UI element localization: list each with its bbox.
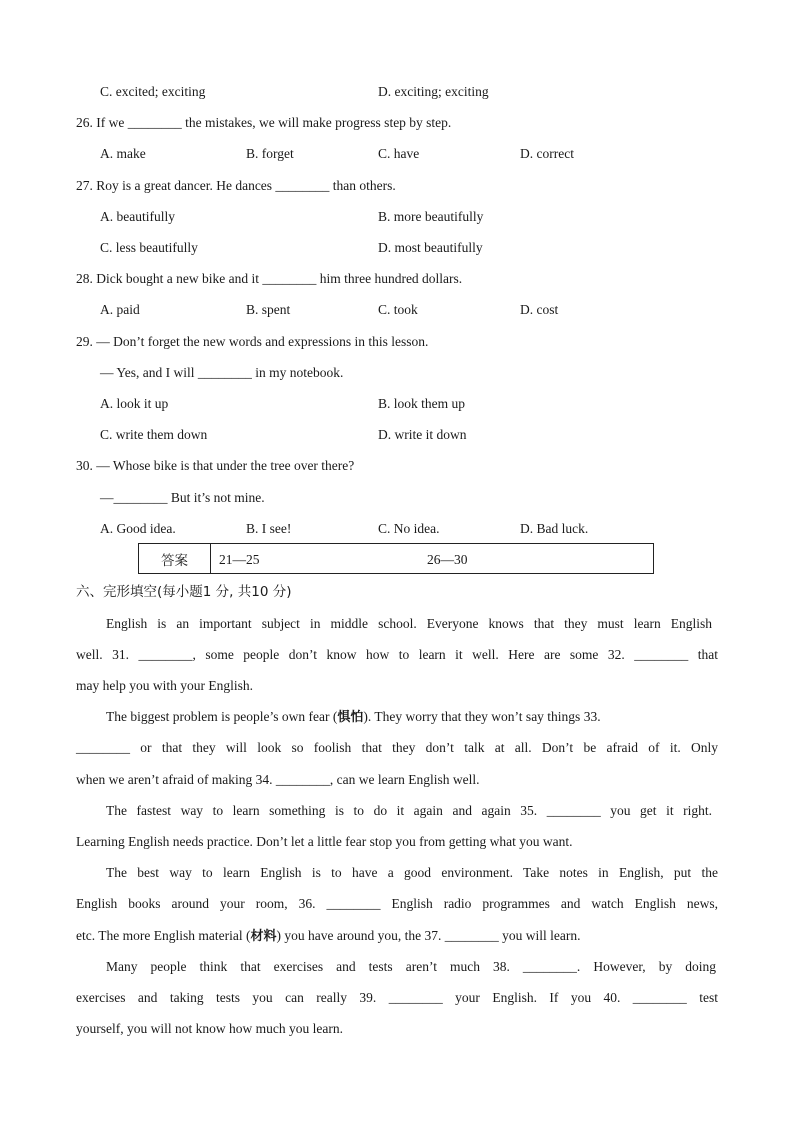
- q30-option-b: B. I see!: [246, 521, 292, 536]
- q28-stem: 28. Dick bought a new bike and it ________ him three hundred dollars.: [76, 271, 463, 286]
- passage-p1-line3: may help you with your English.: [76, 678, 253, 693]
- q30-stem-2: —________ But it’s not mine.: [100, 490, 265, 505]
- material-chinese-gloss: 材料: [250, 929, 277, 944]
- q29-option-b: B. look them up: [378, 396, 465, 411]
- q29-option-a: A. look it up: [100, 396, 169, 411]
- passage-p4-line3: [76, 927, 581, 946]
- passage-p1-line2: well. 31. ________, some people don’t know how to learn it well. Here are some 32. ________ that: [76, 647, 718, 662]
- q26-option-a: A. make: [100, 146, 146, 161]
- passage-p2-line3: when we aren’t afraid of making 34. ________, can we learn English well.: [76, 772, 480, 787]
- passage-p2-line1-start: The biggest problem is people’s own fear (: [106, 709, 338, 724]
- q28-option-a: A. paid: [100, 302, 140, 317]
- q28-option-c: C. took: [378, 302, 418, 317]
- passage-p2-line2: ________ or that they will look so foolish that they don’t talk at all. Don’t be afraid of it. Only: [76, 740, 718, 755]
- answer-range-21-25: 21—25: [219, 552, 260, 567]
- q30-option-a: A. Good idea.: [100, 521, 176, 536]
- q26-option-d: D. correct: [520, 146, 574, 161]
- passage-p2-line1: [106, 708, 718, 727]
- q29-stem-2: — Yes, and I will ________ in my notebook.: [100, 365, 344, 380]
- passage-p2-line1-end: ). They worry that they won’t say things 33.: [363, 709, 601, 724]
- q25-option-c: C. excited; exciting: [100, 84, 206, 99]
- passage-p4-line3-end: ) you have around you, the 37. ________ you will learn.: [276, 928, 581, 943]
- fear-chinese-gloss: 惧怕: [337, 710, 364, 725]
- q25-option-d: D. exciting; exciting: [378, 84, 489, 99]
- q28-option-d: D. cost: [520, 302, 559, 317]
- passage-p5-line2: exercises and taking tests you can really 39. ________ your English. If you 40. ________ test: [76, 990, 718, 1005]
- passage-p1-line1: English is an important subject in middle school. Everyone knows that they must learn English: [106, 616, 712, 631]
- passage-p3-line2: Learning English needs practice. Don’t let a little fear stop you from getting what you want.: [76, 834, 573, 849]
- passage-p4-line3-start: etc. The more English material (: [76, 928, 251, 943]
- q27-option-d: D. most beautifully: [378, 240, 483, 255]
- q30-option-d: D. Bad luck.: [520, 521, 589, 536]
- q27-option-a: A. beautifully: [100, 209, 175, 224]
- q26-option-c: C. have: [378, 146, 420, 161]
- passage-p4-line1: The best way to learn English is to have a good environment. Take notes in English, put the: [106, 865, 718, 880]
- answer-range-26-30: 26—30: [427, 552, 468, 567]
- q28-option-b: B. spent: [246, 302, 291, 317]
- q27-option-b: B. more beautifully: [378, 209, 484, 224]
- q27-stem: 27. Roy is a great dancer. He dances ________ than others.: [76, 178, 396, 193]
- q26-stem: 26. If we ________ the mistakes, we will make progress step by step.: [76, 115, 452, 130]
- answer-table: [138, 543, 654, 574]
- q26-option-b: B. forget: [246, 146, 294, 161]
- section-title-cloze: 六、完形填空(每小题1 分, 共10 分): [76, 584, 292, 600]
- q29-option-c: C. write them down: [100, 427, 208, 442]
- q29-stem-1: 29. — Don’t forget the new words and expressions in this lesson.: [76, 334, 429, 349]
- passage-p4-line2: English books around your room, 36. ________ English radio programmes and watch English news,: [76, 896, 718, 911]
- answer-label: 答案: [139, 544, 211, 573]
- q30-option-c: C. No idea.: [378, 521, 440, 536]
- passage-p3-line1: The fastest way to learn something is to do it again and again 35. ________ you get it right.: [106, 803, 712, 818]
- passage-p5-line1: Many people think that exercises and tests aren’t much 38. ________. However, by doing: [106, 959, 716, 974]
- q30-stem-1: 30. — Whose bike is that under the tree over there?: [76, 458, 355, 473]
- q29-option-d: D. write it down: [378, 427, 467, 442]
- passage-p5-line3: yourself, you will not know how much you learn.: [76, 1021, 343, 1036]
- q27-option-c: C. less beautifully: [100, 240, 198, 255]
